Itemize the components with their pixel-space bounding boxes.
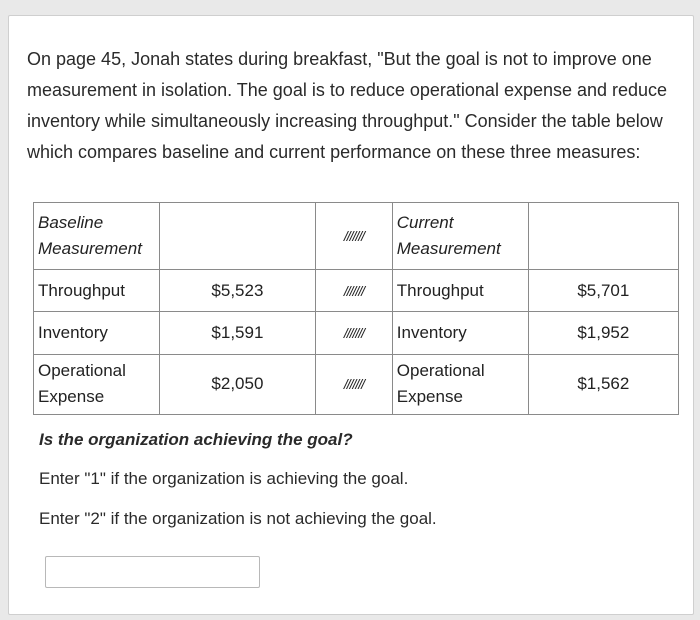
baseline-header-cell: Baseline Measurement [34, 203, 160, 270]
question-text: Is the organization achieving the goal? [39, 430, 353, 449]
separator-header-cell: /////// [316, 203, 393, 270]
table-row [34, 270, 679, 312]
intro-paragraph: On page 45, Jonah states during breakfast, "But the goal is not to improve one measurement in isolation. The goal is to reduce operational expense and reduce inventory while simultaneously increasing throughput." Consider the table below which compares baseline and current performance on these three measures: [27, 49, 668, 162]
baseline-label-cell: Operational Expense [34, 354, 160, 414]
question-card [8, 15, 694, 615]
current-label-cell: Inventory [392, 312, 528, 354]
baseline-value-cell: $1,591 [159, 312, 315, 354]
answer-input[interactable] [45, 556, 260, 588]
baseline-label-cell: Inventory [34, 312, 160, 354]
current-header-cell: Current Measurement [392, 203, 528, 270]
current-label-cell: Throughput [392, 270, 528, 312]
baseline-value-cell: $5,523 [159, 270, 315, 312]
instruction-not-achieving: Enter "2" if the organization is not achieving the goal. [39, 509, 437, 528]
current-label-cell: Operational Expense [392, 354, 528, 414]
table-row [34, 354, 679, 414]
current-value-header-cell [528, 203, 678, 270]
current-value-cell: $1,562 [528, 354, 678, 414]
instruction-achieving: Enter "1" if the organization is achieving the goal. [39, 469, 409, 488]
comparison-table [33, 202, 679, 415]
separator-cell: /////// [316, 270, 393, 312]
current-value-cell: $5,701 [528, 270, 678, 312]
baseline-value-header-cell [159, 203, 315, 270]
comparison-table-wrapper [33, 202, 679, 415]
separator-cell: /////// [316, 354, 393, 414]
baseline-value-cell: $2,050 [159, 354, 315, 414]
baseline-label-cell: Throughput [34, 270, 160, 312]
separator-cell: /////// [316, 312, 393, 354]
table-row [34, 312, 679, 354]
table-header-row [34, 203, 679, 270]
current-value-cell: $1,952 [528, 312, 678, 354]
